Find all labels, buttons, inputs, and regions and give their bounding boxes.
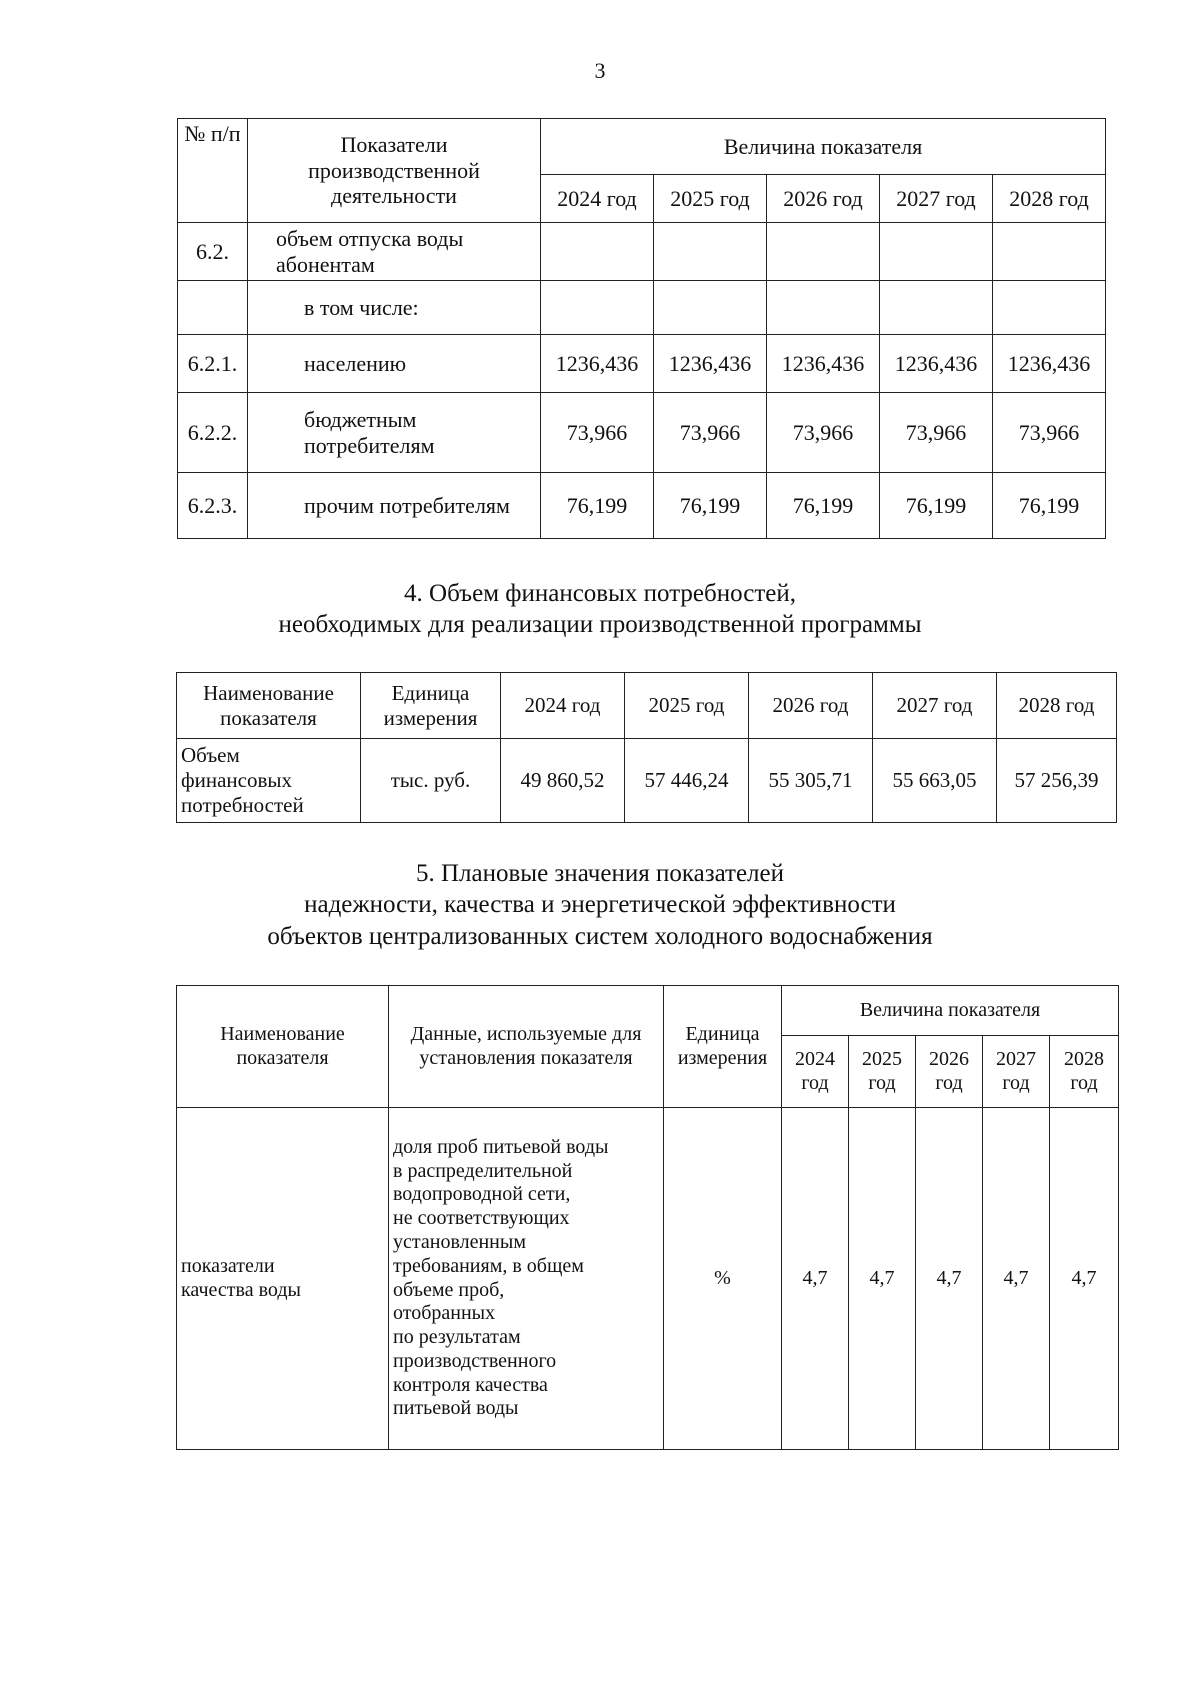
value-cell: 1236,436 xyxy=(654,335,767,393)
header-year: 2027 год xyxy=(873,673,997,739)
row-num: 6.2.3. xyxy=(178,473,248,539)
data-line: объеме проб, xyxy=(393,1278,505,1301)
header-value-group: Величина показателя xyxy=(782,986,1119,1036)
row-num xyxy=(178,281,248,335)
data-line: отобранных xyxy=(393,1302,496,1325)
value-cell: 76,199 xyxy=(541,473,654,539)
value-cell: 76,199 xyxy=(993,473,1106,539)
reliability-indicators-table xyxy=(176,985,1119,1450)
data-line: питьевой воды xyxy=(393,1397,519,1420)
data-line: в распределительной xyxy=(393,1159,573,1182)
value-cell: 57 256,39 xyxy=(997,739,1117,823)
section-5-title xyxy=(0,858,1200,952)
header-unit: Единица измерения xyxy=(361,673,501,739)
value-cell xyxy=(767,223,880,281)
title-line: необходимых для реализации производственной программы xyxy=(278,611,922,639)
value-cell: 73,966 xyxy=(654,393,767,473)
value-cell: 76,199 xyxy=(654,473,767,539)
row-label: объем отпуска воды абонентам xyxy=(248,223,541,281)
value-cell: 1236,436 xyxy=(767,335,880,393)
data-line: установленным xyxy=(393,1230,526,1253)
value-cell: 4,7 xyxy=(983,1108,1050,1450)
header-year: 2025 год xyxy=(625,673,749,739)
row-num: 6.2.1. xyxy=(178,335,248,393)
header-data: Данные, используемые для установления показателя xyxy=(389,986,664,1108)
value-cell: 4,7 xyxy=(849,1108,916,1450)
value-cell: 76,199 xyxy=(767,473,880,539)
data-line: водопроводной сети, xyxy=(393,1183,571,1206)
value-cell xyxy=(993,223,1106,281)
header-indicator: Показатели производственной деятельности xyxy=(248,119,541,223)
value-cell: 1236,436 xyxy=(541,335,654,393)
value-cell xyxy=(880,281,993,335)
value-cell: 73,966 xyxy=(767,393,880,473)
value-cell: 55 663,05 xyxy=(873,739,997,823)
value-cell: 73,966 xyxy=(541,393,654,473)
page-number: 3 xyxy=(594,58,606,83)
data-line: не соответствующих xyxy=(393,1207,570,1230)
table-row xyxy=(177,739,1117,823)
header-unit: Единица измерения xyxy=(664,986,782,1108)
section-4-title xyxy=(0,578,1200,641)
title-line: 5. Плановые значения показателей xyxy=(415,860,785,887)
row-unit: % xyxy=(664,1108,782,1450)
row-num: 6.2. xyxy=(178,223,248,281)
header-num: № п/п xyxy=(178,119,248,223)
financial-needs-table xyxy=(176,672,1117,823)
value-cell xyxy=(654,281,767,335)
header-name: Наименование показателя xyxy=(177,986,389,1108)
row-label: в том числе: xyxy=(248,281,541,335)
header-year: 2028 год xyxy=(993,175,1106,223)
row-num: 6.2.2. xyxy=(178,393,248,473)
header-year: 2028 год xyxy=(997,673,1117,739)
row-unit: тыс. руб. xyxy=(361,739,501,823)
table-row xyxy=(178,473,1106,539)
data-line: по результатам xyxy=(393,1326,521,1349)
row-name: показатели качества воды xyxy=(177,1108,389,1450)
table-row xyxy=(178,223,1106,281)
title-line: 4. Объем финансовых потребностей, xyxy=(404,580,796,607)
header-year: 2026 год xyxy=(767,175,880,223)
title-line: объектов централизованных систем холодного водоснабжения xyxy=(267,922,933,950)
value-cell: 76,199 xyxy=(880,473,993,539)
value-cell: 4,7 xyxy=(1050,1108,1119,1450)
table-row xyxy=(178,393,1106,473)
value-cell: 57 446,24 xyxy=(625,739,749,823)
production-indicators-table xyxy=(177,118,1106,539)
header-year: 2025 год xyxy=(654,175,767,223)
value-cell: 1236,436 xyxy=(993,335,1106,393)
value-cell xyxy=(880,223,993,281)
value-cell: 4,7 xyxy=(916,1108,983,1450)
header-year: 2027 год xyxy=(983,1036,1050,1108)
value-cell xyxy=(541,281,654,335)
value-cell: 1236,436 xyxy=(880,335,993,393)
row-name: Объем финансовых потребностей xyxy=(177,739,361,823)
row-data xyxy=(389,1108,664,1450)
header-year: 2024 год xyxy=(501,673,625,739)
data-line: требованиям, в общем xyxy=(393,1254,584,1277)
header-year: 2024 год xyxy=(541,175,654,223)
header-year: 2024 год xyxy=(782,1036,849,1108)
table-row xyxy=(178,335,1106,393)
table-row xyxy=(178,281,1106,335)
value-cell xyxy=(767,281,880,335)
value-cell: 73,966 xyxy=(880,393,993,473)
value-cell xyxy=(993,281,1106,335)
value-cell: 49 860,52 xyxy=(501,739,625,823)
value-cell: 73,966 xyxy=(993,393,1106,473)
header-year: 2026 год xyxy=(749,673,873,739)
header-value-group: Величина показателя xyxy=(541,119,1106,175)
row-label: населению xyxy=(248,335,541,393)
header-name: Наименование показателя xyxy=(177,673,361,739)
header-year: 2028 год xyxy=(1050,1036,1119,1108)
header-year: 2026 год xyxy=(916,1036,983,1108)
value-cell: 4,7 xyxy=(782,1108,849,1450)
row-label: прочим потребителям xyxy=(248,473,541,539)
value-cell: 55 305,71 xyxy=(749,739,873,823)
value-cell xyxy=(654,223,767,281)
data-line: производственного xyxy=(393,1349,557,1372)
data-line: доля проб питьевой воды xyxy=(393,1135,609,1158)
row-label: бюджетным потребителям xyxy=(248,393,541,473)
value-cell xyxy=(541,223,654,281)
data-line: контроля качества xyxy=(393,1373,548,1396)
table-row xyxy=(177,1108,1119,1450)
header-year: 2027 год xyxy=(880,175,993,223)
title-line: надежности, качества и энергетической эффективности xyxy=(304,891,896,919)
header-year: 2025 год xyxy=(849,1036,916,1108)
